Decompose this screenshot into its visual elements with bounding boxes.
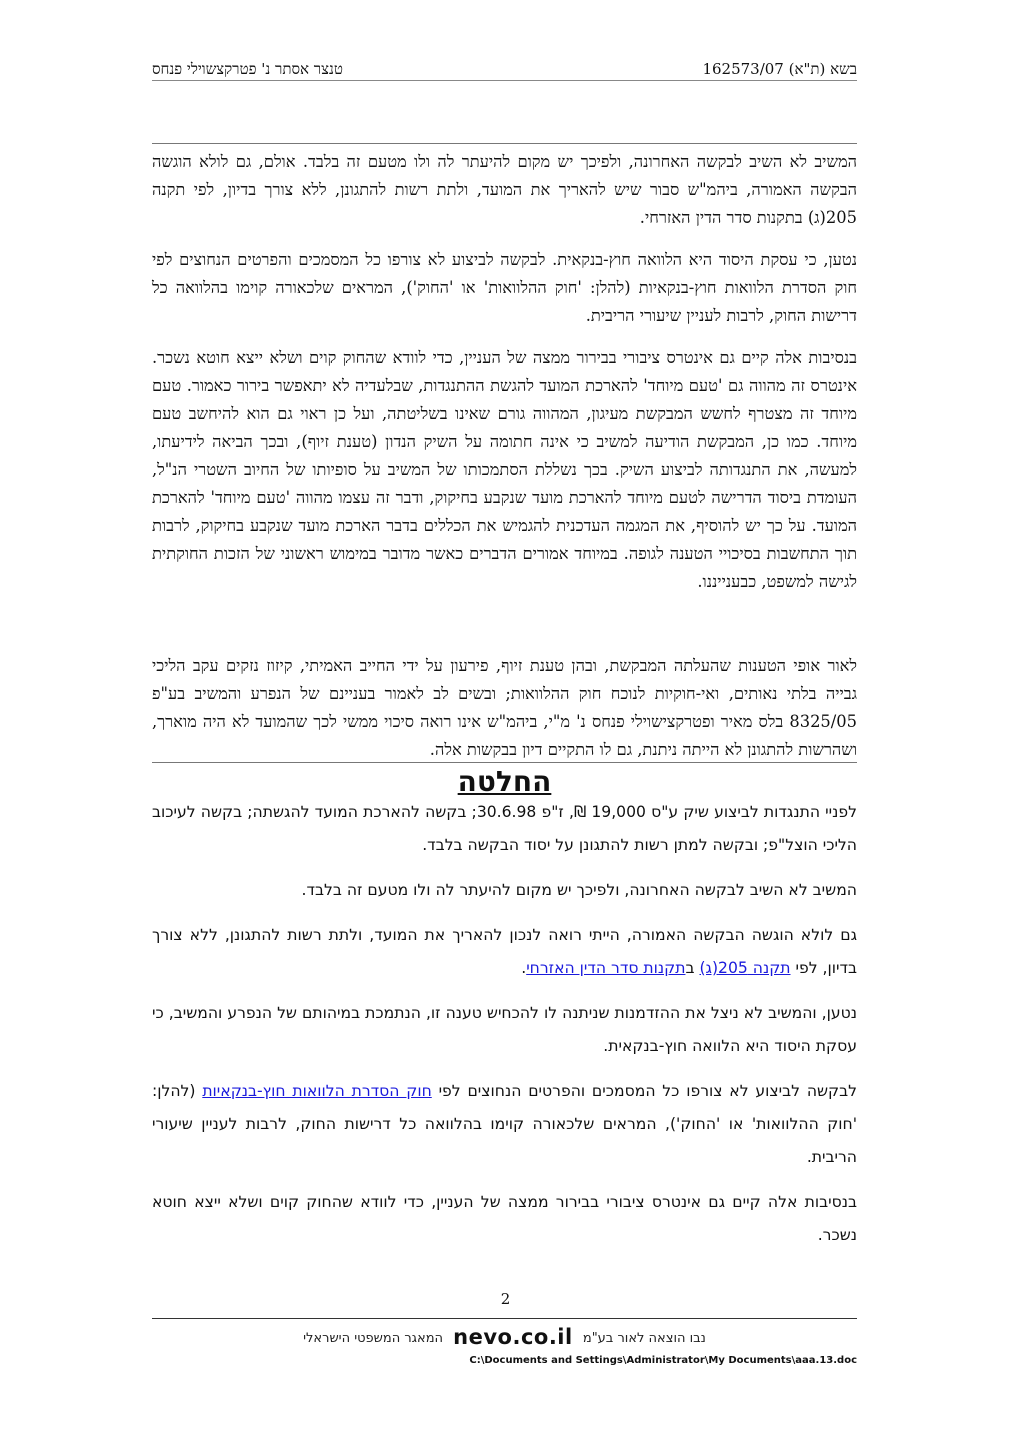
summary-block-2 xyxy=(152,652,857,778)
summary-paragraph-3: בנסיבות אלה קיים גם אינטרס ציבורי בבירור ממצה של העניין, כדי לוודא שהחוק קוים ושלא ייצא חוטא נשכר. אינטרס זה מהווה גם 'טעם מיוחד' להארכת המועד להגשת ההתנגדות, שבלעדיה לא יתאפשר בירור כאמור. טעם מיוחד זה מצטרף לחשש המבקשת מעיגון, המהווה גורם שאינו בשליטתה, ועל כן ראוי גם הוא להיחשב טעם מיוחד. כמו כן, המבקשת הודיעה למשיב כי אינה חתומה על השיק הנדון (טענת זיוף), ובכך הביאה לידיעתו, למעשה, את התנגדותה לביצוע השיק. בכך נשללת הסתמכותו של המשיב על סופיותו של החיוב השטרי הנ"ל, העומדת ביסוד הדרישה לטעם מיוחד להארכת מועד שנקבע בחיקוק, ודבר זה עצמו מהווה 'טעם מיוחד' להארכת המועד. על כך יש להוסיף, את המגמה העדכנית להגמיש את הכללים בדבר הארכת מועד שנקבע בחיקוק, לרבות תוך התחשבות בסיכויי הטענה לגופה. במיוחד אמורים הדברים כאשר מדובר במימוש ראשוני של הזכות החוקתית לגישה למשפט, כבענייננו. xyxy=(152,348,857,591)
file-path: C:\Documents and Settings\Administrator\My Documents\aaa.13.doc xyxy=(469,1355,857,1366)
decision-paragraph-4: נטען, והמשיב לא ניצל את ההזדמנות שניתנה לו להכחיש טענה זו, הנתמכת במיהותם של הנפרע והמשיב, כי עסקת היסוד היא הלוואה חוץ-בנקאית. xyxy=(152,1004,857,1055)
summary-bottom-rule xyxy=(152,762,857,763)
case-number: בשא (ת"א) 162573/07 xyxy=(702,60,857,78)
summary-paragraph-2: נטען, כי עסקת היסוד היא הלוואה חוץ-בנקאית. לבקשה לביצוע לא צורפו כל המסמכים והפרטים הנחוצים לפי חוק הסדרת הלוואות חוץ-בנקאיות (להלן: 'חוק ההלוואות' או 'החוק'), המראים שלכאורה קוימו בהלוואה כל דרישות החוק, לרבות לעניין שיעורי הריבית. xyxy=(152,250,857,325)
page-footer xyxy=(152,1318,857,1366)
decision-paragraph-3: גם לולא הוגשה הבקשה האמורה, הייתי רואה לנכון להאריך את המועד, ולתת רשות להתגונן, ללא צורך בדיון, לפי תקנה 205(ג) בתקנות סדר הדין האזרחי. xyxy=(152,926,857,977)
regulation-205c-link[interactable]: תקנה 205(ג) xyxy=(699,959,791,977)
footer-database: המאגר המשפטי הישראלי xyxy=(303,1331,444,1346)
summary-top-rule xyxy=(152,143,857,144)
decision-title: החלטה xyxy=(457,765,552,798)
page-header xyxy=(152,58,857,81)
summary-paragraph-4: לאור אופי הטענות שהעלתה המבקשת, ובהן טענת זיוף, פירעון על ידי החייב האמיתי, קיזוז נזקים עקב הליכי גבייה בלתי נאותים, ואי-חוקיות לנוכח חוק ההלוואות; ובשים לב לאמור בעניינם של הנפרע והמשיב בע"פ 8325/05 בלס מאיר ופטרקצישוילי פנחס נ' מ"י, ביהמ"ש אינו רואה סיכוי ממשי לכך שהמועד לא היה מוארך, ושהרשות להתגונן לא הייתה ניתנת, גם לו התקיים דיון בבקשות אלה. xyxy=(152,656,857,759)
summary-block xyxy=(152,148,857,610)
decision-paragraph-6: בנסיבות אלה קיים גם אינטרס ציבורי בבירור ממצה של העניין, כדי לוודא שהחוק קוים ושלא ייצא חוטא נשכר. xyxy=(152,1193,857,1244)
nevo-logo: nevo.co.il xyxy=(453,1325,573,1349)
decision-paragraph-5: לבקשה לביצוע לא צורפו כל המסמכים והפרטים הנחוצים לפי חוק הסדרת הלוואות חוץ-בנקאיות (להלן: 'חוק ההלוואות' או 'החוק'), המראים שלכאורה קוימו בהלוואה כל דרישות החוק, לרבות לעניין שיעורי הריבית. xyxy=(152,1082,857,1166)
decision-paragraph-2: המשיב לא השיב לבקשה האחרונה, ולפיכך יש מקום להיעתר לה ולו מטעם זה בלבד. xyxy=(301,881,857,899)
footer-credit xyxy=(152,1325,857,1349)
decision-body xyxy=(152,796,857,1264)
page-number: 2 xyxy=(500,1290,511,1308)
footer-publisher: נבו הוצאה לאור בע"מ xyxy=(582,1331,706,1346)
case-parties: טנצר אסתר נ' פטרקצשוילי פנחס xyxy=(152,60,343,78)
non-bank-loans-law-link[interactable]: חוק הסדרת הלוואות חוץ-בנקאיות xyxy=(202,1082,432,1100)
summary-paragraph-1: המשיב לא השיב לבקשה האחרונה, ולפיכך יש מקום להיעתר לה ולו מטעם זה בלבד. אולם, גם לולא הוגשה הבקשה האמורה, ביהמ"ש סבור שיש להאריך את המועד, ולתת רשות להתגונן, ללא צורך בדיון, לפי תקנה 205(ג) בתקנות סדר הדין האזרחי. xyxy=(152,152,857,227)
civil-procedure-regulations-link[interactable]: תקנות סדר הדין האזרחי xyxy=(526,959,686,977)
decision-paragraph-1: לפניי התנגדות לביצוע שיק ע"ס 19,000 ₪, ז"פ 30.6.98; בקשה להארכת המועד להגשתה; בקשה לעיכוב הליכי הוצל"פ; ובקשה למתן רשות להתגונן על יסוד הבקשה בלבד. xyxy=(152,803,857,854)
